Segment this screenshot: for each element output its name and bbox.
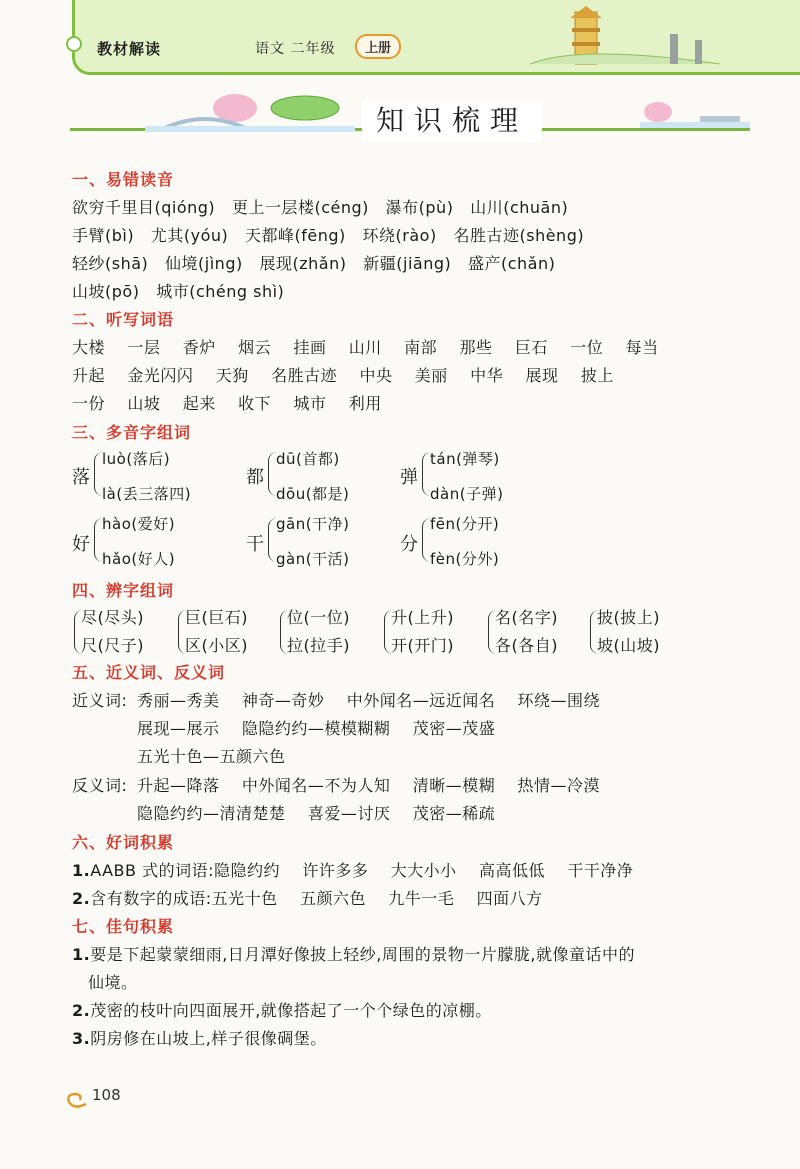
item-number: 1. — [72, 861, 91, 880]
page-number: 108 — [92, 1086, 121, 1104]
word-item: 山川(chuān) — [470, 198, 569, 217]
banner-title: 知识梳理 — [362, 100, 542, 142]
antonym-label: 反义词: — [72, 776, 128, 795]
good-words-item — [72, 858, 633, 881]
dictation-line — [72, 391, 382, 414]
bridge-illustration-icon — [145, 92, 355, 134]
word-item: 巨石 — [514, 338, 548, 357]
polyphone-reading: fèn(分外) — [430, 550, 500, 568]
polyphone-char: 落 — [72, 467, 90, 488]
synonym-line: 展现—展示 隐隐约约—模模糊糊 茂密—茂盛 — [137, 719, 496, 738]
item-text: 茂密的枝叶向四面展开,就像搭起了一个个绿色的凉棚。 — [90, 1001, 492, 1020]
distinguish-item: 尺(尺子) — [81, 636, 144, 655]
dictation-line — [72, 363, 614, 386]
word-item: 收下 — [238, 394, 272, 413]
polyphone-reading: hào(爱好) — [102, 515, 176, 533]
word-item: 一份 — [72, 394, 106, 413]
word-item: 天都峰(fēng) — [245, 226, 346, 245]
word-item: 展现(zhǎn) — [259, 254, 347, 273]
item-number: 1. — [72, 945, 91, 964]
polyphone-reading: gān(干净) — [276, 515, 350, 533]
polyphone-reading: là(丢三落四) — [102, 485, 192, 503]
word-item: 展现 — [525, 366, 559, 385]
word-item: 尤其(yóu) — [150, 226, 229, 245]
word-item: 欲穷千里目(qióng) — [72, 198, 216, 217]
section-title-good-sentences: 七、佳句积累 — [72, 917, 175, 936]
word-item: 起来 — [182, 394, 216, 413]
word-item: 瀑布(pù) — [385, 198, 454, 217]
section-title-distinguish: 四、辨字组词 — [72, 581, 175, 600]
word-item: 手臂(bì) — [72, 226, 135, 245]
word-item: 每当 — [625, 338, 659, 357]
item-number: 2. — [72, 889, 91, 908]
polyphone-reading: tán(弹琴) — [430, 450, 500, 468]
polyphone-reading: gàn(干活) — [276, 550, 350, 568]
polyphone-char: 弹 — [400, 467, 418, 488]
section-title-good-words: 六、好词积累 — [72, 833, 175, 852]
polyphone-char: 干 — [246, 534, 264, 555]
word-item: 那些 — [459, 338, 493, 357]
antonym-line: 隐隐约约—清清楚楚 喜爱—讨厌 茂密—稀疏 — [137, 804, 496, 823]
synonym-label: 近义词: — [72, 691, 128, 710]
sentence-item — [72, 998, 492, 1021]
word-item: 金光闪闪 — [127, 366, 194, 385]
section-title-pronunciation: 一、易错读音 — [72, 170, 175, 189]
word-item: 南部 — [404, 338, 438, 357]
sentence-continuation: 仙境。 — [88, 973, 138, 992]
word-item: 更上一层楼(céng) — [231, 198, 369, 217]
item-number: 3. — [72, 1029, 91, 1048]
word-item: 城市(chéng shì) — [156, 282, 285, 301]
word-item: 香炉 — [182, 338, 216, 357]
word-item: 名胜古迹(shèng) — [453, 226, 585, 245]
word-item: 天狗 — [215, 366, 249, 385]
word-item: 美丽 — [414, 366, 448, 385]
word-item: 中华 — [470, 366, 504, 385]
word-item: 披上 — [580, 366, 614, 385]
antonym-line: 升起—降落 中外闻名—不为人知 清晰—模糊 热情—冷漠 — [137, 776, 601, 795]
pronunciation-line — [72, 195, 568, 218]
word-item: 挂画 — [293, 338, 327, 357]
distinguish-item: 披(披上) — [597, 608, 660, 627]
distinguish-item: 名(名字) — [495, 608, 558, 627]
pronunciation-line — [72, 251, 555, 274]
word-item: 山坡(pō) — [72, 282, 140, 301]
distinguish-item: 位(一位) — [287, 608, 350, 627]
word-item: 山坡 — [127, 394, 161, 413]
distinguish-item: 升(上升) — [391, 608, 454, 627]
sentence-item — [72, 942, 635, 965]
word-item: 轻纱(shā) — [72, 254, 149, 273]
distinguish-item: 开(开门) — [391, 636, 454, 655]
polyphone-char: 都 — [246, 467, 264, 488]
word-item: 升起 — [72, 366, 106, 385]
word-item: 一层 — [127, 338, 161, 357]
header-volume-badge: 上册 — [355, 34, 401, 59]
pronunciation-line — [72, 279, 284, 302]
polyphone-reading: hǎo(好人) — [102, 550, 176, 568]
pagoda-illustration-icon — [520, 4, 730, 74]
distinguish-item: 各(各自) — [495, 636, 558, 655]
word-item: 环绕(rào) — [362, 226, 437, 245]
synonym-line: 五光十色—五颜六色 — [137, 747, 286, 766]
polyphone-reading: fēn(分开) — [430, 515, 500, 533]
polyphone-reading: dū(首都) — [276, 450, 340, 468]
pronunciation-line — [72, 223, 584, 246]
word-item: 中央 — [359, 366, 393, 385]
header-subject: 语文 二年级 — [255, 41, 336, 57]
item-text: 阴房修在山坡上,样子很像碉堡。 — [90, 1029, 327, 1048]
distinguish-item: 尽(尽头) — [81, 608, 144, 627]
item-text: AABB 式的词语:隐隐约约 许许多多 大大小小 高高低低 干干净净 — [90, 861, 634, 880]
polyphone-reading: dàn(子弹) — [430, 485, 504, 503]
lake-illustration-icon — [640, 100, 750, 130]
word-item: 仙境(jìng) — [165, 254, 243, 273]
word-item: 山川 — [348, 338, 382, 357]
item-text: 要是下起蒙蒙细雨,日月潭好像披上轻纱,周围的景物一片朦胧,就像童话中的 — [90, 945, 635, 964]
distinguish-item: 区(小区) — [185, 636, 248, 655]
word-item: 烟云 — [238, 338, 272, 357]
word-item: 新疆(jiāng) — [363, 254, 452, 273]
word-item: 盛产(chǎn) — [468, 254, 556, 273]
swirl-icon — [64, 1088, 92, 1110]
sentence-item — [72, 1026, 327, 1049]
word-item: 利用 — [348, 394, 382, 413]
synonym-line: 秀丽—秀美 神奇—奇妙 中外闻名—远近闻名 环绕—围绕 — [137, 691, 601, 710]
header-title: 教材解读 — [97, 40, 162, 58]
polyphone-char: 分 — [400, 534, 418, 555]
section-title-polyphone: 三、多音字组词 — [72, 423, 192, 442]
section-title-dictation: 二、听写词语 — [72, 310, 175, 329]
word-item: 一位 — [570, 338, 604, 357]
section-title-synonyms: 五、近义词、反义词 — [72, 663, 226, 682]
polyphone-char: 好 — [72, 534, 90, 555]
item-number: 2. — [72, 1001, 91, 1020]
word-item: 大楼 — [72, 338, 106, 357]
dictation-line — [72, 335, 659, 358]
item-text: 含有数字的成语:五光十色 五颜六色 九牛一毛 四面八方 — [90, 889, 543, 908]
good-words-item — [72, 886, 543, 909]
polyphone-reading: dōu(都是) — [276, 485, 350, 503]
distinguish-item: 坡(山坡) — [597, 636, 660, 655]
polyphone-reading: luò(落后) — [102, 450, 171, 468]
distinguish-item: 拉(拉手) — [287, 636, 350, 655]
header-ring-icon — [66, 36, 82, 52]
word-item: 城市 — [293, 394, 327, 413]
word-item: 名胜古迹 — [271, 366, 338, 385]
distinguish-item: 巨(巨石) — [185, 608, 248, 627]
